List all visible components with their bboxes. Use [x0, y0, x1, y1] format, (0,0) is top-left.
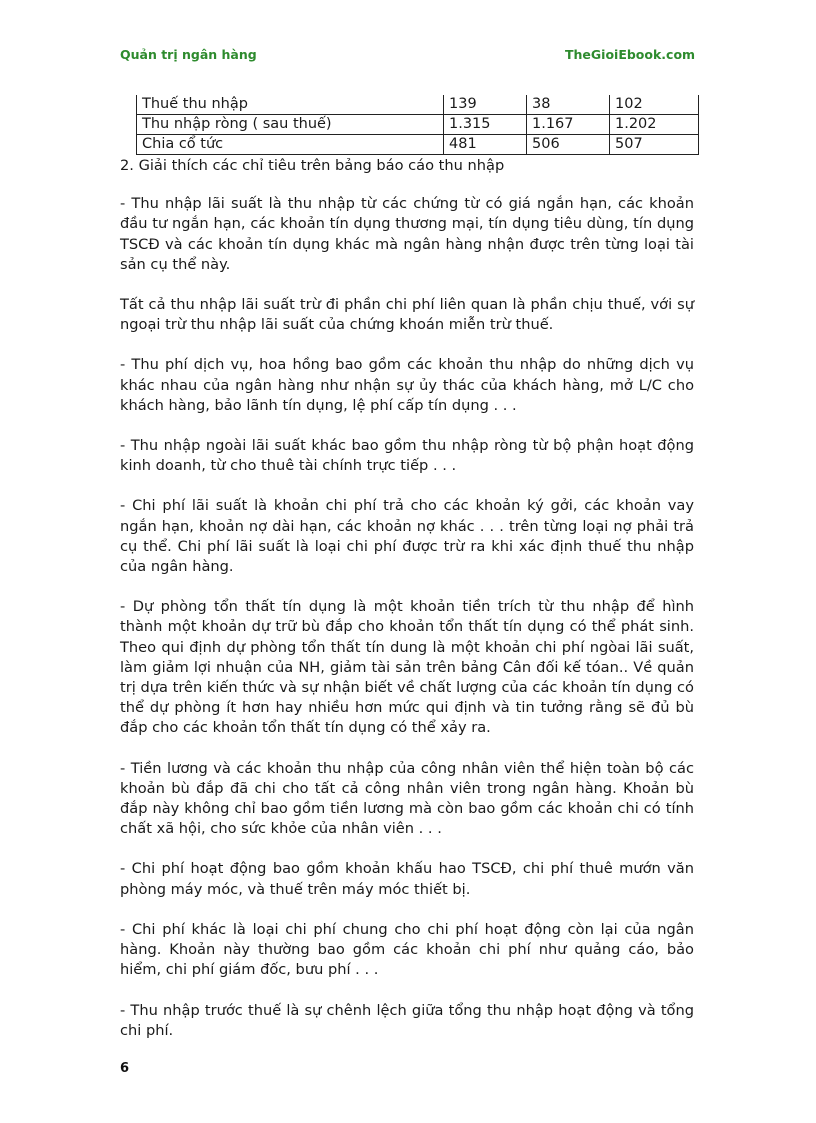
document-body	[120, 156, 694, 1061]
table-cell-value: 506	[527, 135, 610, 155]
income-table	[136, 95, 699, 155]
paragraph-pretax-income: - Thu nhập trước thuế là sự chênh lệch giữa tổng thu nhập hoạt động và tổng chi phí.	[120, 1001, 694, 1039]
paragraph-operating-expenses: - Chi phí hoạt động bao gồm khoản khấu hao TSCĐ, chi phí thuê mướn văn phòng máy móc, và thuế trên máy móc thiết bị.	[120, 860, 694, 898]
paragraph-other-expenses: - Chi phí khác là loại chi phí chung cho chi phí hoạt động còn lại của ngân hàng. Khoản này thường bao gồm các khoản chi phí như quảng cáo, bảo hiểm, chi phí giám đốc, bưu phí . . .	[120, 920, 694, 979]
page-number: 6	[120, 1061, 130, 1076]
paragraph-non-interest-income: - Thu nhập ngoài lãi suất khác bao gồm thu nhập ròng từ bộ phận hoạt động kinh doanh, từ cho thuê tài chính trực tiếp . . .	[120, 437, 694, 475]
paragraph-loan-loss-provision: - Dự phòng tổn thất tín dụng là một khoản tiền trích từ thu nhập để hình thành một khoản dự trữ bù đắp cho khoản tổn thất tín dụng có thể phát sinh. Theo qui định dự phòng tổn thất tín dung là một khoản chi phí ngòai lãi suất, làm giảm lợi nhuận của NH, giảm tài sản trên bảng Cân đối kế tóan.. Về quản trị dựa trên kiến thức và sự nhận biết về chất lượng của các khoản tín dụng có thể dự phòng ít hơn hay nhiều hơn mức qui định và tin tưởng rằng sẽ đủ bù đắp cho các khoản tổn thất tín dụng có thể xảy ra.	[120, 598, 694, 737]
table-cell-label: Thuế thu nhập	[137, 95, 444, 115]
header-title: Quản trị ngân hàng	[120, 47, 257, 62]
header-website: TheGioiEbook.com	[565, 47, 696, 62]
paragraph-interest-income: - Thu nhập lãi suất là thu nhập từ các chứng từ có giá ngắn hạn, các khoản đầu tư ngắn hạn, các khoản tín dụng thương mại, tín dụng tiêu dùng, tín dụng TSCĐ và các khoản tín dụng khác mà ngân hàng nhận được trên từng loại tài sản cụ thể này.	[120, 195, 694, 273]
section-heading: 2. Giải thích các chỉ tiêu trên bảng báo cáo thu nhập	[120, 157, 505, 174]
table-cell-label: Thu nhập ròng ( sau thuế)	[137, 115, 444, 135]
table-cell-value: 102	[610, 95, 699, 115]
paragraph-taxable-income: Tất cả thu nhập lãi suất trừ đi phần chi phí liên quan là phần chịu thuế, với sự ngoại trừ thu nhập lãi suất của chứng khoán miễn trừ thuế.	[120, 296, 694, 334]
table-row	[137, 115, 699, 135]
table-cell-value: 1.167	[527, 115, 610, 135]
paragraph-salaries: - Tiền lương và các khoản thu nhập của công nhân viên thể hiện toàn bộ các khoản bù đắp đã chi cho tất cả công nhân viên trong ngân hàng. Khoản bù đắp này không chỉ bao gồm tiền lương mà còn bao gồm các khoản chi có tính chất xã hội, cho sức khỏe của nhân viên . . .	[120, 759, 694, 838]
table-cell-value: 1.202	[610, 115, 699, 135]
paragraph-interest-expense: - Chi phí lãi suất là khoản chi phí trả cho các khoản ký gởi, các khoản vay ngắn hạn, khoản nợ dài hạn, các khoản nợ khác . . . trên từng loại nợ phải trả cụ thể. Chi phí lãi suất là loại chi phí được trừ ra khi xác định thuế thu nhập của ngân hàng.	[120, 497, 694, 576]
table-cell-value: 1.315	[444, 115, 527, 135]
table-cell-value: 139	[444, 95, 527, 115]
table-row	[137, 95, 699, 115]
table-cell-value: 38	[527, 95, 610, 115]
table-cell-value: 507	[610, 135, 699, 155]
paragraph-service-fees: - Thu phí dịch vụ, hoa hồng bao gồm các khoản thu nhập do những dịch vụ khác nhau của ngân hàng như nhận sự ủy thác của khách hàng, mở L/C cho khách hàng, bảo lãnh tín dụng, lệ phí cấp tín dụng . . .	[120, 356, 694, 414]
table-cell-label: Chia cổ tức	[137, 135, 444, 155]
table-cell-value: 481	[444, 135, 527, 155]
table-row	[137, 135, 699, 155]
